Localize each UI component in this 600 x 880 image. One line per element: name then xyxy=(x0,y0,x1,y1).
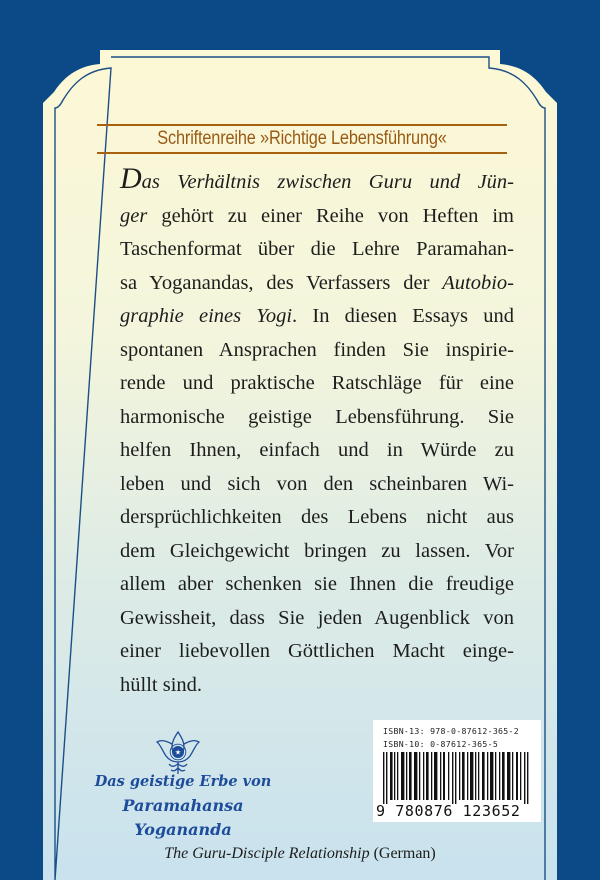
drop-cap: D xyxy=(120,162,142,195)
svg-text:★: ★ xyxy=(174,748,182,757)
english-title-note xyxy=(0,845,600,863)
isbn-13: ISBN-13: 978-0-87612-365-2 xyxy=(383,726,519,736)
body-line: rende und praktische Ratschläge für eine xyxy=(120,372,514,394)
publisher-line-2: Paramahansa Yogananda xyxy=(122,796,244,839)
body-line: harmonische geistige Lebensführung. Sie xyxy=(120,405,514,428)
barcode-bars xyxy=(382,752,532,804)
body-line: Gewissheit, dass Sie jeden Augenblick von xyxy=(120,606,514,629)
body-line: Taschenformat über die Lehre Paramahan- xyxy=(120,238,514,260)
body-line: einer liebevollen Göttlichen Macht einge- xyxy=(120,640,514,662)
body-line: sa Yoganandas, des Verfassers der Autobio- xyxy=(120,271,514,294)
body-line: leben und sich von den scheinbaren Wi- xyxy=(120,472,514,495)
body-line: hüllt sind. xyxy=(120,673,203,696)
isbn-barcode xyxy=(373,720,541,822)
body-line: allem aber schenken sie Ihnen die freudige xyxy=(120,573,514,595)
english-title: The Guru-Disciple Relationship xyxy=(164,845,370,862)
publisher-tagline xyxy=(78,770,288,842)
series-title: Schriftenreihe »Richtige Lebensführung« xyxy=(157,128,447,149)
description-paragraph xyxy=(120,162,514,702)
barcode-digits: 9 780876 123652 xyxy=(376,802,521,820)
publisher-line-1: Das geistige Erbe von xyxy=(94,773,272,790)
body-line: dersprüchlichkeiten des Lebens nicht aus xyxy=(120,506,514,528)
header-rule-top xyxy=(97,124,507,126)
body-line: spontanen Ansprachen finden Sie inspirie- xyxy=(120,338,514,361)
body-line: graphie eines Yogi. In diesen Essays und xyxy=(120,305,514,327)
body-line: helfen Ihnen, einfach und in Würde zu xyxy=(120,439,514,461)
header-rule-bottom xyxy=(97,152,507,154)
body-line: Das Verhältnis zwischen Guru und Jün- xyxy=(120,162,514,195)
body-line: dem Gleichgewicht bringen zu lassen. Vor xyxy=(120,539,514,562)
body-line: ger gehört zu einer Reihe von Heften im xyxy=(120,204,514,227)
language-note: (German) xyxy=(369,845,436,862)
isbn-10: ISBN-10: 0-87612-365-5 xyxy=(383,739,499,749)
